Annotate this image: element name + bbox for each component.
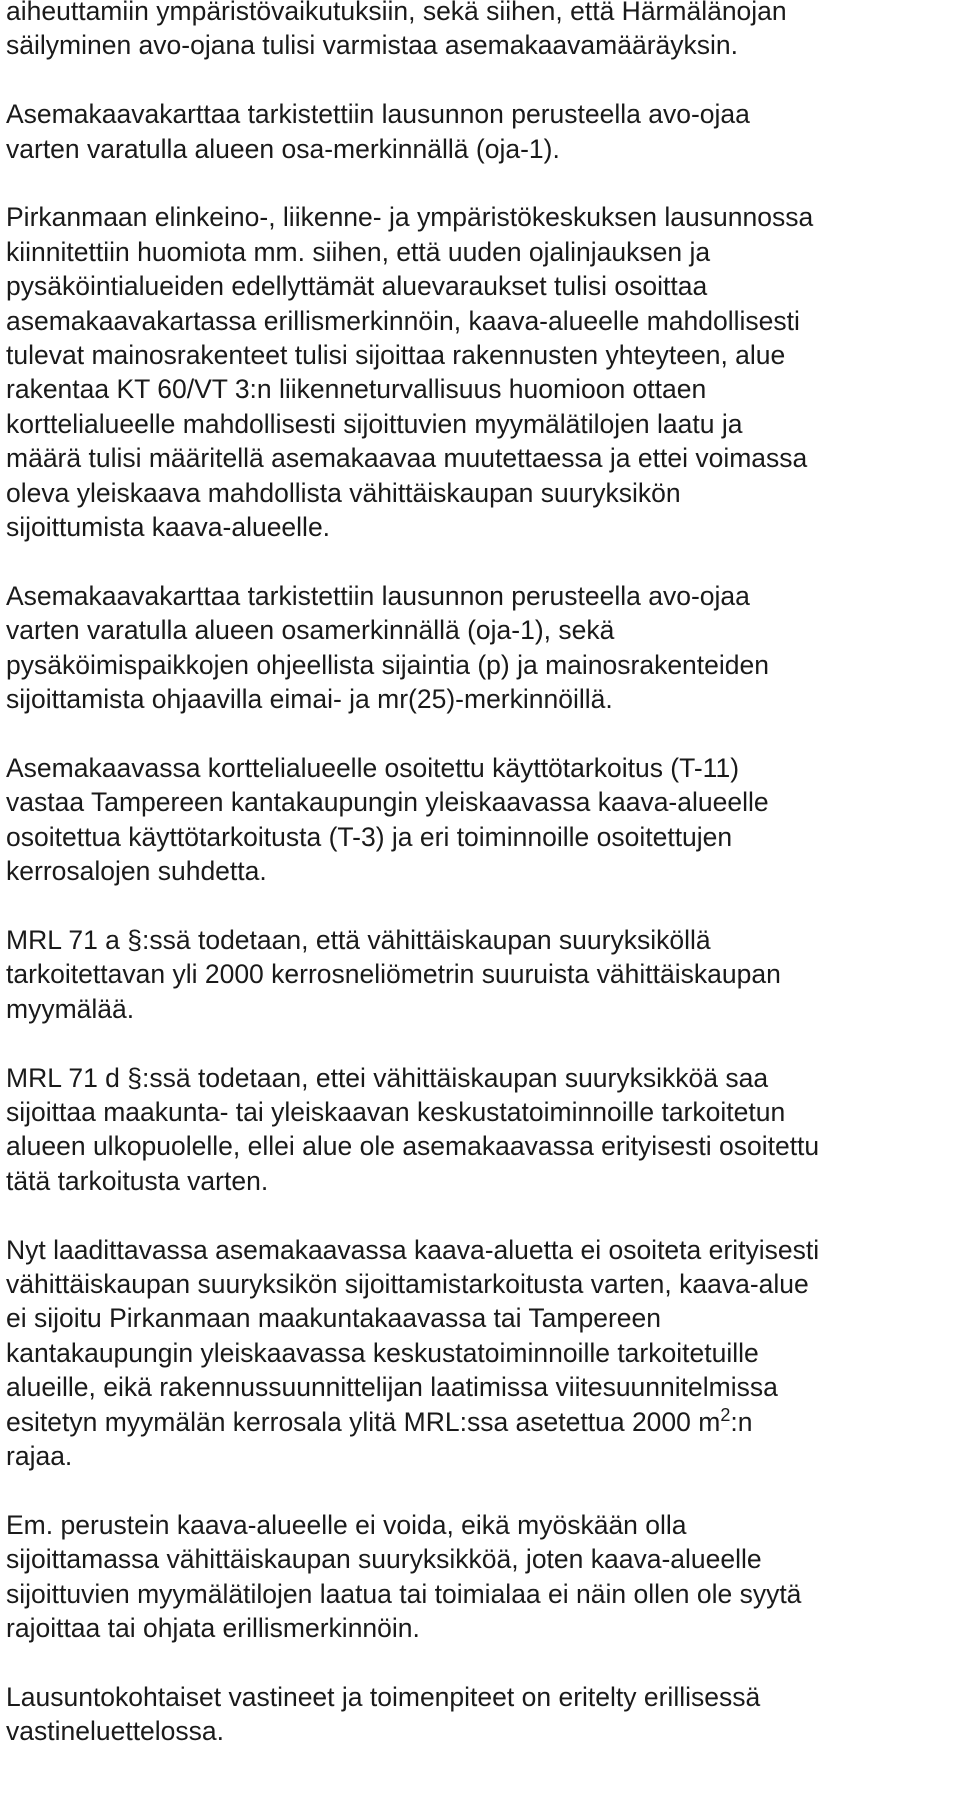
superscript-2: 2 <box>720 1404 731 1425</box>
paragraph-7: MRL 71 d §:ssä todetaan, ettei vähittäiskaupan suuryksikköä saa sijoittaa maakunta- tai yleiskaavan keskustatoiminnoille tarkoitetun alueen ulkopuolelle, ellei alue ole asemakaavassa erityisesti osoitettu tätä tarkoitusta varten. <box>6 1062 820 1196</box>
paragraph-9: Em. perustein kaava-alueelle ei voida, eikä myöskään olla sijoittamassa vähittäiskaupan suuryksikköä, joten kaava-alueelle sijoittuvien myymälätilojen laatua tai toimialaa ei näin ollen ole syytä rajoittaa tai ohjata erillismerkinnöin. <box>6 1509 802 1643</box>
paragraph-3: Pirkanmaan elinkeino-, liikenne- ja ympäristökeskuksen lausunnossa kiinnitettiin huomiota mm. siihen, että uuden ojalinjauksen ja pysäköintialueiden edellyttämät aluevaraukset tulisi osoittaa asemakaavakartassa erillismerkinnöin, kaava-alueelle mahdollisesti tulevat mainosrakenteet tulisi sijoittaa rakennusten yhteyteen, alue rakentaa KT 60/VT 3:n liikenneturvallisuus huomioon ottaen korttelialueelle mahdollisesti sijoittuvien myymälätilojen laatu ja määrä tulisi määritellä asemakaavaa muutettaessa ja ettei voimassa oleva yleiskaava mahdollista vähittäiskaupan suuryksikön sijoittumista kaava-alueelle. <box>6 202 814 543</box>
document-body <box>6 0 956 1749</box>
paragraph-1: aiheuttamiin ympäristövaikutuksiin, sekä siihen, että Härmälänojan säilyminen avo-ojana tulisi varmistaa asemakaavamääräyksin. <box>6 0 787 61</box>
paragraph-2: Asemakaavakarttaa tarkistettiin lausunnon perusteella avo-ojaa varten varatulla alueen osa-merkinnällä (oja-1). <box>6 99 750 164</box>
paragraph-4: Asemakaavakarttaa tarkistettiin lausunnon perusteella avo-ojaa varten varatulla alueen osamerkinnällä (oja-1), sekä pysäköimispaikkojen ohjeellista sijaintia (p) ja mainosrakenteiden sijoittamista ohjaavilla eimai- ja mr(25)-merkinnöillä. <box>6 580 770 715</box>
paragraph-6: MRL 71 a §:ssä todetaan, että vähittäiskaupan suuryksiköllä tarkoitettavan yli 2000 kerrosneliömetrin suuruista vähittäiskaupan myymälää. <box>6 924 781 1024</box>
paragraph-8-text: Nyt laadittavassa asemakaavassa kaava-aluetta ei osoiteta erityisesti vähittäiskaupan suuryksikön sijoittamistarkoitusta varten, kaava-alue ei sijoitu Pirkanmaan maakuntakaavassa tai Tampereen kantakaupungin yleiskaavassa keskustatoiminnoille tarkoitetuille alueille, eikä rakennussuunnittelijan laatimissa viitesuunnitelmissa esitetyn myymälän kerrosala ylitä MRL:ssa asetettua 2000 m <box>6 1234 820 1437</box>
paragraph-8-tail: :n rajaa. <box>6 1406 753 1471</box>
paragraph-5: Asemakaavassa korttelialueelle osoitettu käyttötarkoitus (T-11) vastaa Tampereen kantakaupungin yleiskaavassa kaava-alueelle osoitettua käyttötarkoitusta (T-3) ja eri toiminnoille osoitettujen kerrosalojen suhdetta. <box>6 752 769 887</box>
paragraph-10: Lausuntokohtaiset vastineet ja toimenpiteet on eritelty erillisessä vastineluettelossa. <box>6 1681 761 1747</box>
paragraph-8 <box>6 1233 956 1474</box>
